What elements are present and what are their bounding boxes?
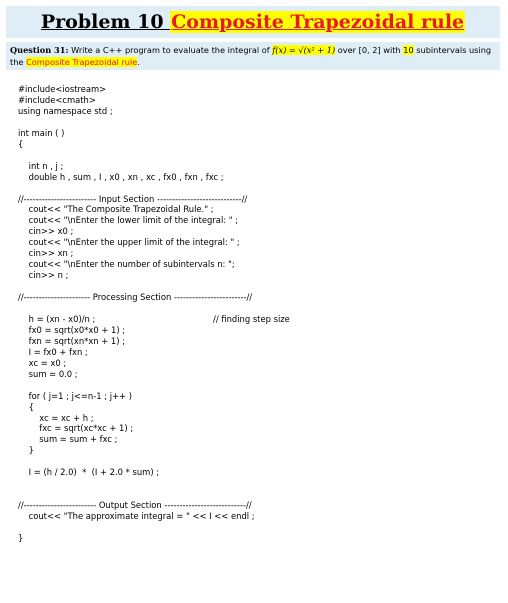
code-line: cout<< "The approximate integral = " << I << endl ; [18,511,255,522]
code-line: fxn = sqrt(xn*xn + 1) ; [18,335,126,346]
code-line: cin>> n ; [18,270,69,281]
question-subintervals: 10 [403,45,414,55]
code-line: cout<< "\nEnter the number of subintervals n: "; [18,259,235,270]
code-line: int main ( ) [18,127,65,138]
title-banner [6,6,500,38]
question-formula: f(x) = √(x² + 1) [272,45,336,55]
question-box [6,42,500,70]
code-line: fxc = sqrt(xc*xc + 1) ; [18,423,134,434]
code-line: cout<< "The Composite Trapezoidal Rule." ; [18,204,214,215]
code-line: } [18,532,24,543]
code-line: int n , j ; [18,160,64,171]
code-line: cout<< "\nEnter the lower limit of the integral: " ; [18,215,239,226]
code-line: //------------------------ Input Section ----------------------------// [18,193,248,204]
code-line: I = (h / 2.0) * (I + 2.0 * sum) ; [18,467,160,478]
question-end: . [137,56,140,67]
code-line: #include<cmath> [18,94,96,105]
code-line: xc = x0 ; [18,357,67,368]
question-text-after: subintervals using the [10,45,492,67]
code-line: //---------------------- Processing Section ------------------------// [18,292,253,303]
step-size-comment: // finding step size [213,313,290,324]
code-line: I = fx0 + fxn ; [18,346,88,357]
code-line: cin>> x0 ; [18,226,74,237]
code-line: h = (xn - x0)/n ; [18,313,96,324]
question-method: Composite Trapezoidal rule [26,56,138,67]
code-line: using namespace std ; [18,105,113,116]
code-line: double h , sum , I , x0 , xn , xc , fx0 , fxn , fxc ; [18,171,224,182]
code-line: } [18,445,34,456]
code-line: //------------------------ Output Section ---------------------------// [18,500,252,511]
code-line: { [18,138,24,149]
code-line: fx0 = sqrt(x0*x0 + 1) ; [18,324,126,335]
question-text-mid: over [0, 2] with [335,45,404,55]
code-line: xc = xc + h ; [18,412,94,423]
question-text-before: Write a C++ program to evaluate the integral of [68,45,273,55]
code-line: #include<iostream> [18,84,107,94]
title-highlight: Composite Trapezoidal rule [171,11,465,33]
code-line: sum = sum + fxc ; [18,434,118,445]
code-line: cout<< "\nEnter the upper limit of the integral: " ; [18,237,240,248]
code-line: for ( j=1 ; j<=n-1 ; j++ ) [18,390,133,401]
code-line: cin>> xn ; [18,248,74,259]
code-line: { [18,401,34,412]
question-label: Question 31: [10,45,69,55]
code-line: sum = 0.0 ; [18,368,78,379]
title-prefix: Problem 10 [40,11,171,33]
